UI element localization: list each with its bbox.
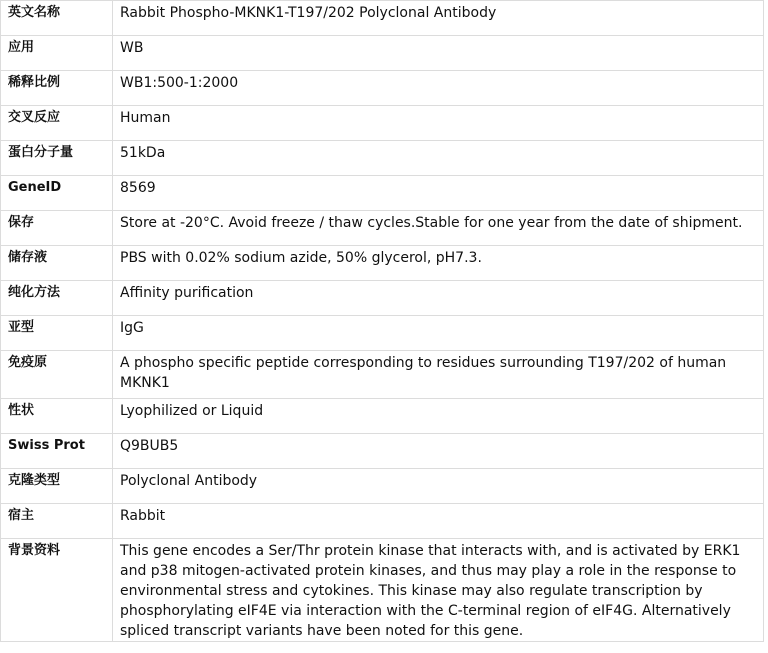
spec-value: IgG: [113, 316, 764, 351]
table-row: [1, 434, 764, 469]
spec-key: 应用: [1, 36, 113, 71]
spec-value: Store at -20°C. Avoid freeze / thaw cycles.Stable for one year from the date of shipment.: [113, 211, 764, 246]
table-row: [1, 36, 764, 71]
spec-key: 稀释比例: [1, 71, 113, 106]
spec-key: 性状: [1, 399, 113, 434]
spec-value: Affinity purification: [113, 281, 764, 316]
table-row: [1, 1, 764, 36]
spec-value: WB: [113, 36, 764, 71]
spec-key: 保存: [1, 211, 113, 246]
spec-key: 纯化方法: [1, 281, 113, 316]
spec-value: 8569: [113, 176, 764, 211]
table-row: [1, 469, 764, 504]
spec-key: 克隆类型: [1, 469, 113, 504]
spec-key: 背景资料: [1, 539, 113, 642]
spec-value: WB1:500-1:2000: [113, 71, 764, 106]
spec-value: Rabbit Phospho-MKNK1-T197/202 Polyclonal Antibody: [113, 1, 764, 36]
table-row: [1, 399, 764, 434]
table-row: [1, 316, 764, 351]
table-row: [1, 106, 764, 141]
spec-key: GeneID: [1, 176, 113, 211]
spec-value: A phospho specific peptide corresponding to residues surrounding T197/202 of human MKNK1: [113, 351, 764, 399]
table-row: [1, 246, 764, 281]
spec-value: Lyophilized or Liquid: [113, 399, 764, 434]
spec-key: 免疫原: [1, 351, 113, 399]
spec-key: 蛋白分子量: [1, 141, 113, 176]
spec-value: 51kDa: [113, 141, 764, 176]
table-row: [1, 141, 764, 176]
table-row: [1, 351, 764, 399]
table-row: [1, 539, 764, 642]
spec-value: Q9BUB5: [113, 434, 764, 469]
spec-value: Rabbit: [113, 504, 764, 539]
spec-key: 英文名称: [1, 1, 113, 36]
spec-value: Human: [113, 106, 764, 141]
spec-value: This gene encodes a Ser/Thr protein kinase that interacts with, and is activated by ERK1 and p38 mitogen-activated protein kinases, and thus may play a role in the response to environmental stress and cytokines. This kinase may also regulate transcription by phosphorylating eIF4E via interaction with the C-terminal region of eIF4G. Alternatively spliced transcript variants have been noted for this gene.: [113, 539, 764, 642]
spec-key: Swiss Prot: [1, 434, 113, 469]
spec-value: Polyclonal Antibody: [113, 469, 764, 504]
table-row: [1, 176, 764, 211]
spec-value: PBS with 0.02% sodium azide, 50% glycerol, pH7.3.: [113, 246, 764, 281]
table-row: [1, 211, 764, 246]
spec-key: 宿主: [1, 504, 113, 539]
table-row: [1, 281, 764, 316]
spec-key: 亚型: [1, 316, 113, 351]
table-row: [1, 504, 764, 539]
spec-key: 储存液: [1, 246, 113, 281]
spec-key: 交叉反应: [1, 106, 113, 141]
table-row: [1, 71, 764, 106]
